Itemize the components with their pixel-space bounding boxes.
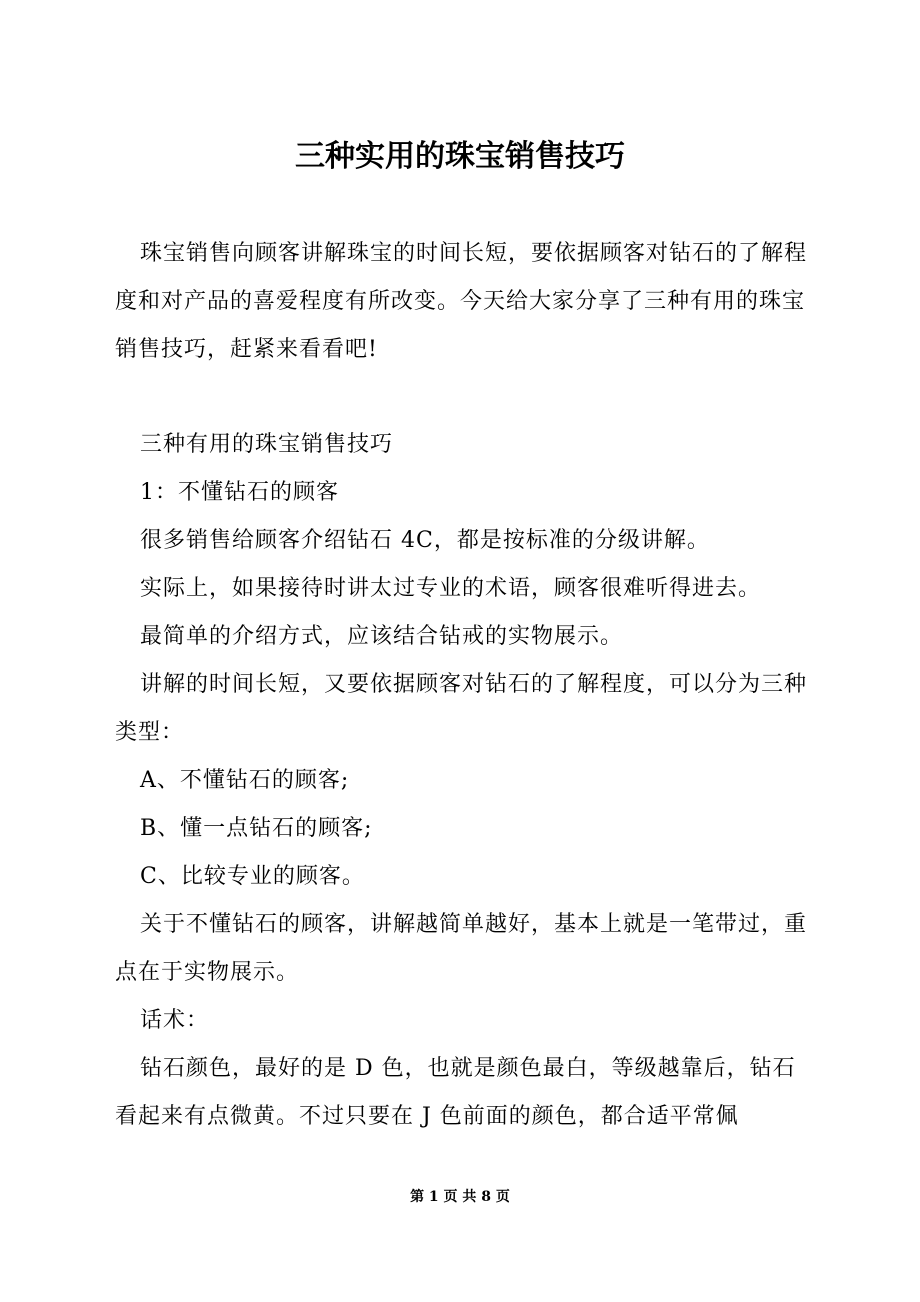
page-footer: 第 1 页 共 8 页 xyxy=(410,1189,510,1205)
body-paragraph: 最简单的介绍方式，应该结合钻戒的实物展示。 xyxy=(140,624,624,649)
body-paragraph: 实际上，如果接待时讲太过专业的术语，顾客很难听得进去。 xyxy=(140,576,762,601)
body-paragraph: 钻石颜色，最好的是 D 色，也就是颜色最白，等级越靠后，钻石看起来有点微黄。不过只要在 J 色前面的颜色，都合适平常佩 xyxy=(115,1056,796,1129)
list-item: B、懂一点钻石的顾客; xyxy=(140,816,373,841)
content-section xyxy=(115,421,815,1141)
script-label: 话术： xyxy=(140,1008,210,1033)
list-item: A、不懂钻石的顾客; xyxy=(140,768,350,793)
intro-section xyxy=(115,230,815,374)
page-title: 三种实用的珠宝销售技巧 xyxy=(295,139,625,174)
intro-paragraph: 珠宝销售向顾客讲解珠宝的时间长短，要依据顾客对钻石的了解程度和对产品的喜爱程度有所改变。今天给大家分享了三种有用的珠宝销售技巧，赶紧来看看吧! xyxy=(115,241,808,362)
subheading: 1：不懂钻石的顾客 xyxy=(140,480,339,505)
list-item: C、比较专业的顾客。 xyxy=(140,864,365,889)
body-paragraph: 很多销售给顾客介绍钻石 4C，都是按标准的分级讲解。 xyxy=(140,528,710,553)
body-paragraph: 讲解的时间长短，又要依据顾客对钻石的了解程度，可以分为三种类型： xyxy=(115,672,808,745)
section-heading: 三种有用的珠宝销售技巧 xyxy=(140,432,394,457)
body-paragraph: 关于不懂钻石的顾客，讲解越简单越好，基本上就是一笔带过，重点在于实物展示。 xyxy=(115,912,808,985)
